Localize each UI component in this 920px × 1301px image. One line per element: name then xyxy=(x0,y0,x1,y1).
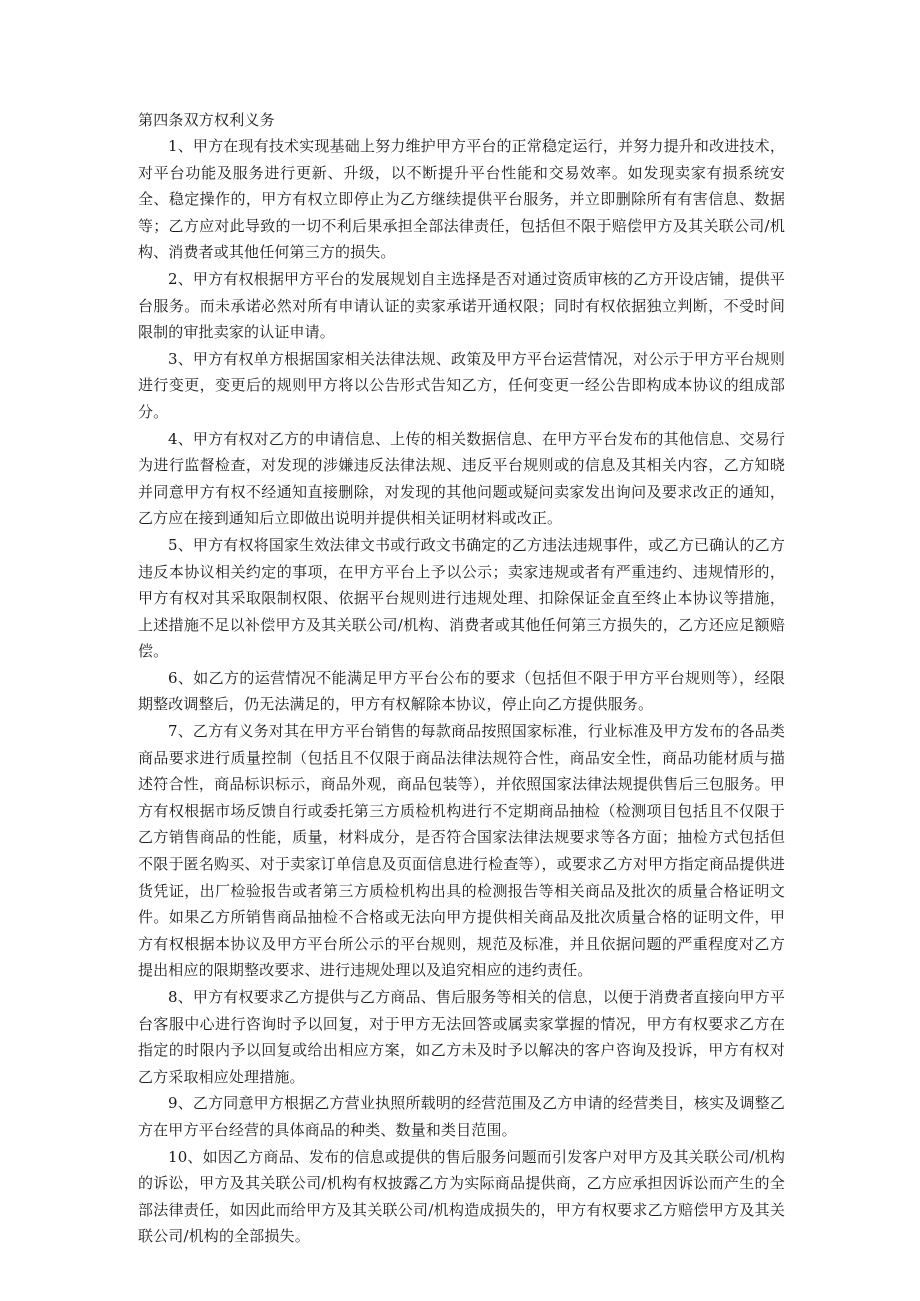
clause-1: 1、甲方在现有技术实现基础上努力维护甲方平台的正常稳定运行，并努力提升和改进技术，对平台功能及服务进行更新、升级，以不断提升平台性能和交易效率。如发现卖家有损系统安全、稳定操作的，甲方有权立即停止为乙方继续提供平台服务，并立即删除所有有害信息、数据等；乙方应对此导致的一切不利后果承担全部法律责任，包括但不限于赔偿甲方及其关联公司/机构、消费者或其他任何第三方的损失。 xyxy=(138,137,785,262)
clause-5: 5、甲方有权将国家生效法律文书或行政文书确定的乙方违法违规事件，或乙方已确认的乙方违反本协议相关约定的事项，在甲方平台上予以公示；卖家违规或者有严重违约、违规情形的，甲方有权对其采取限制权限、依据平台规则进行违规处理、扣除保证金直至终止本协议等措施，上述措施不足以补偿甲方及其关联公司/机构、消费者或其他任何第三方损失的，乙方还应足额赔偿。 xyxy=(138,535,785,661)
document-page xyxy=(138,107,785,1250)
article-title: 第四条双方权利义务 xyxy=(138,111,275,129)
clause-7: 7、乙方有义务对其在甲方平台销售的每款商品按照国家标准，行业标准及甲方发布的各品类商品要求进行质量控制（包括且不仅限于商品法律法规符合性，商品安全性，商品功能材质与描述符合性，商品标识标示，商品外观，商品包装等），并依照国家法律法规提供售后三包服务。甲方有权根据市场反馈自行或委托第三方质检机构进行不定期商品抽检（检测项目包括且不仅限于乙方销售商品的性能，质量，材料成分，是否符合国家法律法规要求等各方面；抽检方式包括但不限于匿名购买、对于卖家订单信息及页面信息进行检查等），或要求乙方对甲方指定商品提供进货凭证，出厂检验报告或者第三方质检机构出具的检测报告等相关商品及批次的质量合格证明文件。如果乙方所销售商品抽检不合格或无法向甲方提供相关商品及批次质量合格的证明文件，甲方有权根据本协议及甲方平台所公示的平台规则，规范及标准，并且依据问题的严重程度对乙方提出相应的限期整改要求、进行违规处理以及追究相应的违约责任。 xyxy=(138,722,785,980)
clause-3: 3、甲方有权单方根据国家相关法律法规、政策及甲方平台运营情况，对公示于甲方平台规则进行变更，变更后的规则甲方将以公告形式告知乙方，任何变更一经公告即构成本协议的组成部分。 xyxy=(138,349,785,421)
clause-2: 2、甲方有权根据甲方平台的发展规划自主选择是否对通过资质审核的乙方开设店铺，提供平台服务。而未承诺必然对所有申请认证的卖家承诺开通权限；同时有权依据独立判断，不受时间限制的审批卖家的认证申请。 xyxy=(138,269,785,342)
clause-10: 10、如因乙方商品、发布的信息或提供的售后服务问题而引发客户对甲方及其关联公司/机构的诉讼，甲方及其关联公司/机构有权披露乙方为实际商品提供商，乙方应承担因诉讼而产生的全部法律责任，如因此而给甲方及其关联公司/机构造成损失的，甲方有权要求乙方赔偿甲方及其关联公司/机构的全部损失。 xyxy=(138,1147,785,1246)
clause-8: 8、甲方有权要求乙方提供与乙方商品、售后服务等相关的信息，以便于消费者直接向甲方平台客服中心进行咨询时予以回复，对于甲方无法回答或属卖家掌握的情况，甲方有权要求乙方在指定的时限内予以回复或给出相应方案，如乙方未及时予以解决的客户咨询及投诉，甲方有权对乙方采取相应处理措施。 xyxy=(138,988,785,1086)
clause-4: 4、甲方有权对乙方的申请信息、上传的相关数据信息、在甲方平台发布的其他信息、交易行为进行监督检查，对发现的涉嫌违反法律法规、违反平台规则或的信息及其相关内容，乙方知晓并同意甲方有权不经通知直接删除，对发现的其他问题或疑问卖家发出询问及要求改正的通知，乙方应在接到通知后立即做出说明并提供相关证明材料或改正。 xyxy=(138,429,785,528)
clause-6: 6、如乙方的运营情况不能满足甲方平台公布的要求（包括但不限于甲方平台规则等），经限期整改调整后，仍无法满足的，甲方有权解除本协议，停止向乙方提供服务。 xyxy=(138,668,785,714)
clause-9: 9、乙方同意甲方根据乙方营业执照所载明的经营范围及乙方申请的经营类目，核实及调整乙方在甲方平台经营的具体商品的种类、数量和类目范围。 xyxy=(138,1094,785,1139)
